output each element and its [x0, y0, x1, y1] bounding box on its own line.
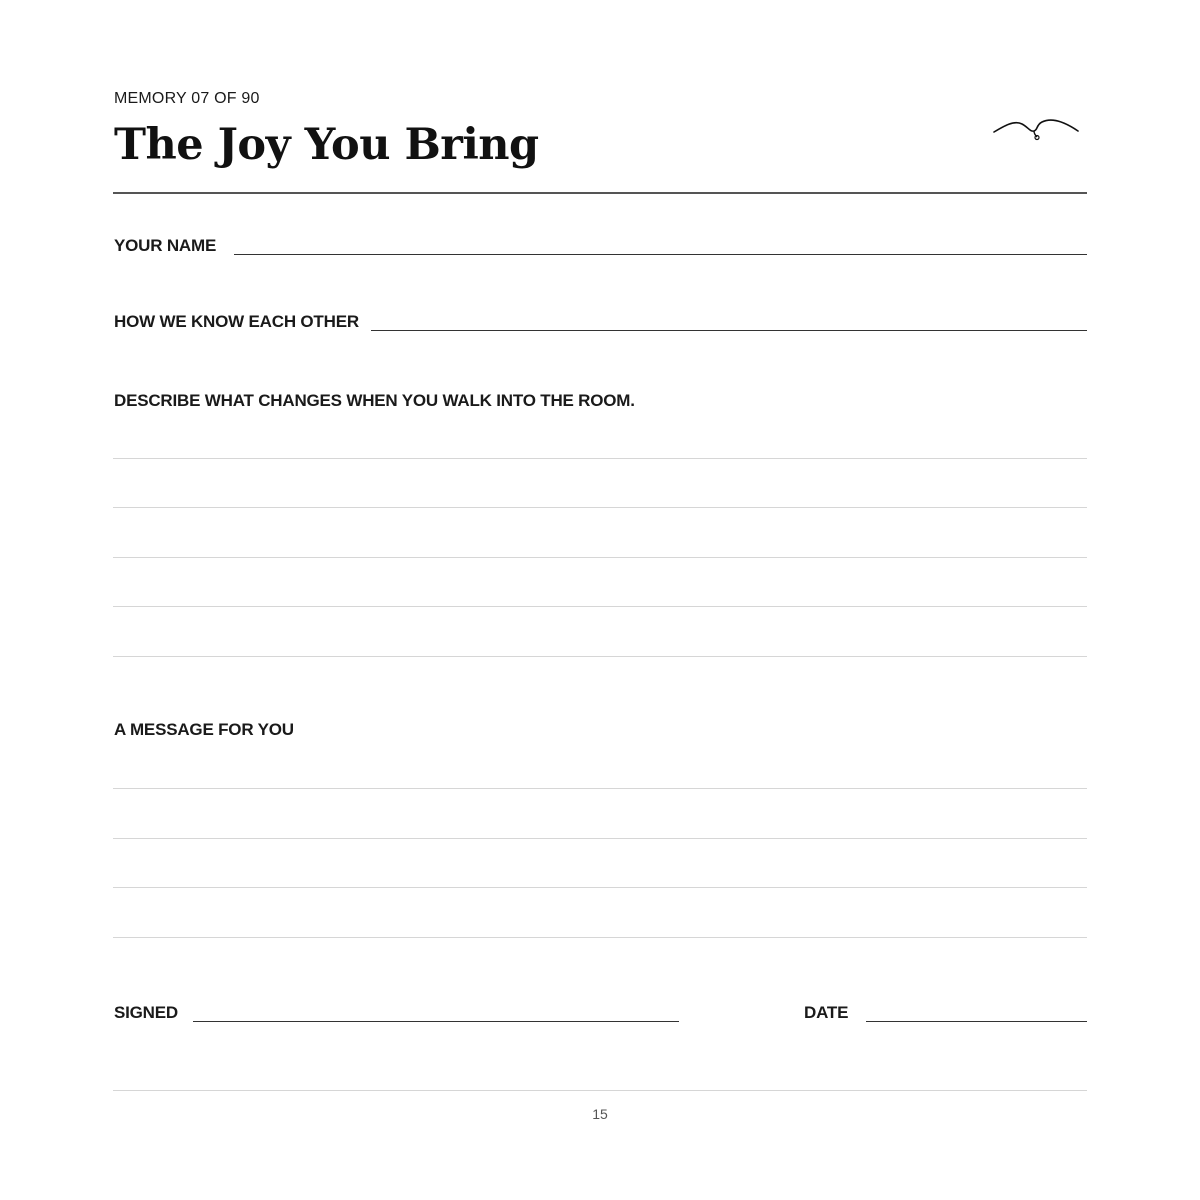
swash-flourish-icon — [990, 112, 1082, 142]
header-divider — [113, 192, 1087, 194]
page-title: The Joy You Bring — [114, 120, 539, 170]
message-writing-line[interactable] — [113, 937, 1087, 938]
how-we-know-label: HOW WE KNOW EACH OTHER — [114, 312, 359, 331]
your-name-field[interactable] — [234, 254, 1087, 255]
describe-prompt: DESCRIBE WHAT CHANGES WHEN YOU WALK INTO THE ROOM. — [114, 391, 635, 410]
describe-writing-line[interactable] — [113, 557, 1087, 558]
page-number: 15 — [592, 1106, 608, 1122]
how-we-know-field[interactable] — [371, 330, 1087, 331]
describe-writing-line[interactable] — [113, 656, 1087, 657]
message-writing-line[interactable] — [113, 887, 1087, 888]
message-writing-line[interactable] — [113, 788, 1087, 789]
message-writing-line[interactable] — [113, 838, 1087, 839]
memory-counter: MEMORY 07 OF 90 — [114, 90, 260, 107]
date-label: DATE — [804, 1003, 849, 1022]
your-name-label: YOUR NAME — [114, 236, 217, 255]
describe-writing-line[interactable] — [113, 458, 1087, 459]
message-label: A MESSAGE FOR YOU — [114, 720, 294, 739]
signed-label: SIGNED — [114, 1003, 178, 1022]
describe-writing-line[interactable] — [113, 606, 1087, 607]
describe-writing-line[interactable] — [113, 507, 1087, 508]
footer-divider — [113, 1090, 1087, 1091]
signed-field[interactable] — [193, 1021, 679, 1022]
date-field[interactable] — [866, 1021, 1087, 1022]
